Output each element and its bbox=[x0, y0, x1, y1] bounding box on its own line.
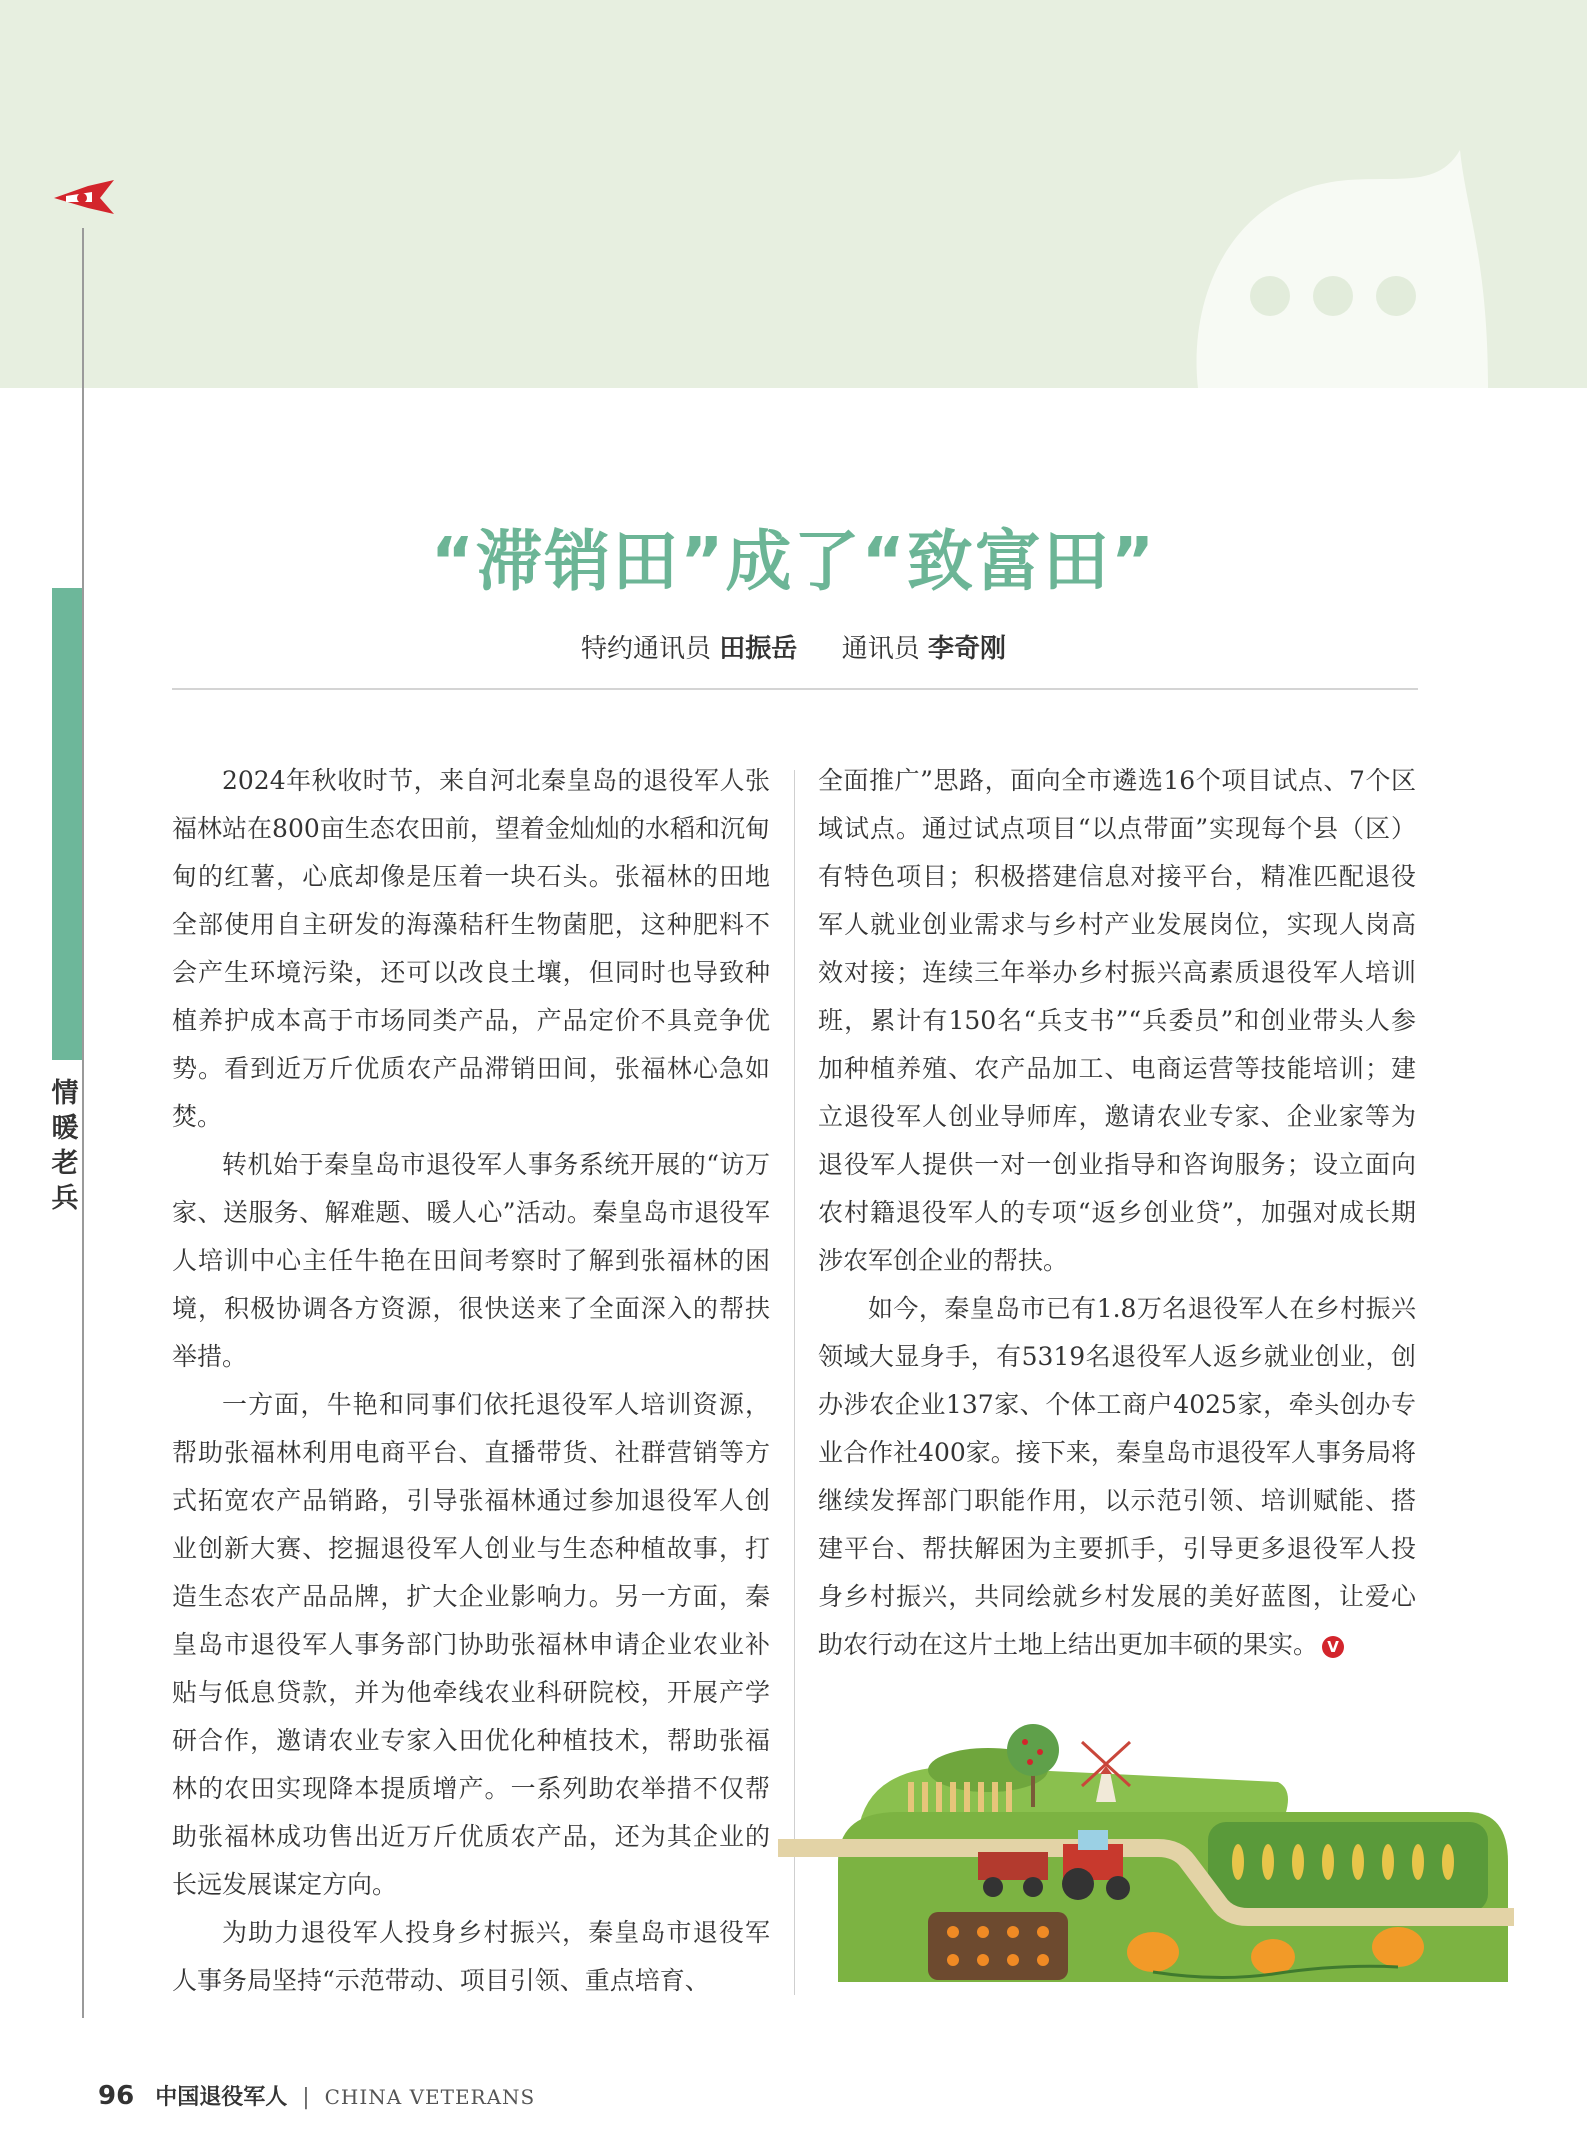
byline-author-2: 李奇刚 bbox=[928, 634, 1007, 664]
byline-role-1: 特约通讯员 bbox=[580, 634, 711, 664]
article-paragraph: 一方面，牛艳和同事们依托退役军人培训资源，帮助张福林利用电商平台、直播带货、社群营销等方式拓宽农产品销路，引导张福林通过参加退役军人创业创新大赛、挖掘退役军人创业与生态种植故事，打造生态农产品品牌，扩大企业影响力。另一方面，秦皇岛市退役军人事务部门协助张福林申请企业农业补贴与低息贷款，并为他牵线农业科研院校，开展产学研合作，邀请农业专家入田优化种植技术，帮助张福林的农田实现降本提质增产。一系列助农举措不仅帮助张福林成功售出近万斤优质农产品，还为其企业的长远发展谋定方向。 bbox=[172, 1390, 770, 1899]
article-column-right bbox=[818, 757, 1416, 1669]
chat-bubble-icon bbox=[1188, 150, 1488, 388]
magazine-name-en: CHINA VETERANS bbox=[324, 2085, 536, 2109]
article-column-left bbox=[172, 757, 770, 2005]
farm-illustration bbox=[778, 1712, 1514, 1990]
byline-role-2: 通讯员 bbox=[841, 634, 920, 664]
veteran-logo-icon bbox=[52, 178, 116, 218]
article-paragraph: 2024年秋收时节，来自河北秦皇岛的退役军人张福林站在800亩生态农田前，望着金灿灿的水稻和沉甸甸的红薯，心底却像是压着一块石头。张福林的田地全部使用自主研发的海藻秸秆生物菌肥，这种肥料不会产生环境污染，还可以改良土壤，但同时也导致种植养护成本高于市场同类产品，产品定价不具竞争优势。看到近万斤优质农产品滞销田间，张福林心急如焚。 bbox=[172, 766, 770, 1131]
article-paragraph: 为助力退役军人投身乡村振兴，秦皇岛市退役军人事务局坚持“示范带动、项目引领、重点培育、 bbox=[172, 1918, 770, 1995]
section-label: 情暖老兵 bbox=[51, 1078, 79, 1214]
page-number: 96 bbox=[98, 2081, 135, 2111]
magazine-name-cn: 中国退役军人 bbox=[155, 2085, 288, 2110]
section-color-bar bbox=[52, 588, 82, 1060]
article-paragraph bbox=[818, 1285, 1416, 1669]
article-paragraph-continued: 全面推广”思路，面向全市遴选16个项目试点、7个区域试点。通过试点项目“以点带面”实现每个县（区）有特色项目；积极搭建信息对接平台，精准匹配退役军人就业创业需求与乡村产业发展岗位，实现人岗高效对接；连续三年举办乡村振兴高素质退役军人培训班，累计有150名“兵支书”“兵委员”和创业带头人参加种植养殖、农产品加工、电商运营等技能培训；建立退役军人创业导师库，邀请农业专家、企业家等为退役军人提供一对一创业指导和咨询服务；设立面向农村籍退役军人的专项“返乡创业贷”，加强对成长期涉农军创企业的帮扶。 bbox=[818, 766, 1416, 1275]
end-mark-icon: V bbox=[1322, 1636, 1344, 1658]
footer-separator: | bbox=[302, 2085, 310, 2110]
article-title: “滞销田”成了“致富田” bbox=[430, 523, 1157, 600]
title-divider bbox=[172, 688, 1418, 690]
article-paragraph: 转机始于秦皇岛市退役军人事务系统开展的“访万家、送服务、解难题、暖人心”活动。秦皇岛市退役军人培训中心主任牛艳在田间考察时了解到张福林的困境，积极协调各方资源，很快送来了全面深入的帮扶举措。 bbox=[172, 1150, 770, 1371]
article-paragraph-text: 如今，秦皇岛市已有1.8万名退役军人在乡村振兴领域大显身手，有5319名退役军人返乡就业创业，创办涉农企业137家、个体工商户4025家，牵头创办专业合作社400家。接下来，秦皇岛市退役军人事务局将继续发挥部门职能作用，以示范引领、培训赋能、搭建平台、帮扶解困为主要抓手，引导更多退役军人投身乡村振兴，共同绘就乡村发展的美好蓝图，让爱心助农行动在这片土地上结出更加丰硕的果实。 bbox=[818, 1294, 1416, 1659]
byline-author-1: 田振岳 bbox=[719, 634, 798, 664]
byline bbox=[170, 628, 1417, 665]
margin-rule bbox=[82, 228, 84, 2018]
page-footer bbox=[98, 2080, 535, 2111]
